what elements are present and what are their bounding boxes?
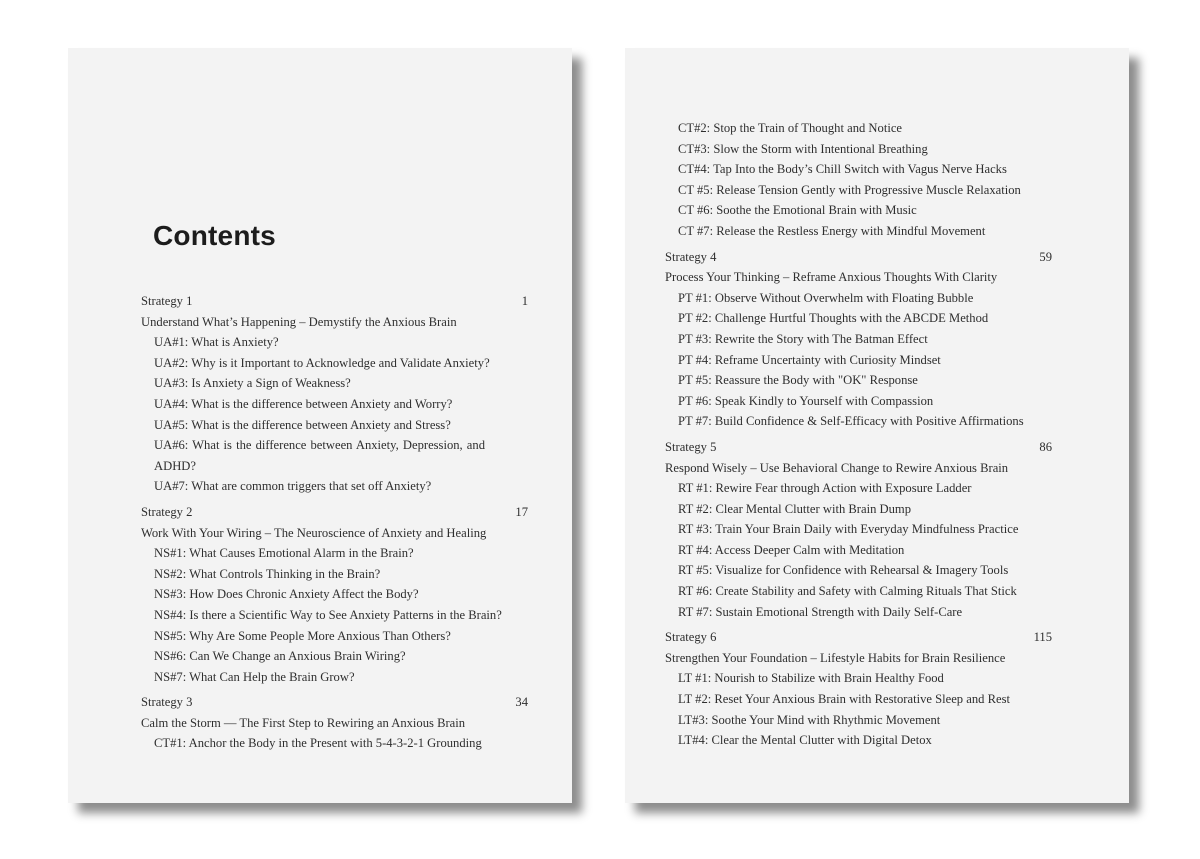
page-title: Contents bbox=[153, 220, 276, 251]
toc-sub-entry[interactable]: UA#7: What are common triggers that set off Anxiety? bbox=[154, 479, 432, 494]
toc-chapter-heading[interactable]: Work With Your Wiring – The Neuroscience of Anxiety and Healing bbox=[141, 525, 487, 540]
toc-sub-entry[interactable]: LT #1: Nourish to Stabilize with Brain Healthy Food bbox=[678, 671, 944, 686]
toc-sub-entry[interactable]: CT #7: Release the Restless Energy with Mindful Movement bbox=[678, 223, 986, 238]
toc-chapter-heading[interactable]: Strengthen Your Foundation – Lifestyle Habits for Brain Resilience bbox=[665, 650, 1006, 665]
toc-sub-entry[interactable]: LT#4: Clear the Mental Clutter with Digital Detox bbox=[678, 733, 932, 748]
toc-sub-entry[interactable]: PT #3: Rewrite the Story with The Batman Effect bbox=[678, 331, 928, 346]
toc-sub-entry[interactable]: UA#3: Is Anxiety a Sign of Weakness? bbox=[154, 376, 351, 391]
toc-sub-entry[interactable]: RT #7: Sustain Emotional Strength with Daily Self-Care bbox=[678, 604, 963, 619]
toc-sub-entry[interactable]: CT #6: Soothe the Emotional Brain with Music bbox=[678, 203, 917, 218]
strategy-label: Strategy 4 bbox=[665, 249, 717, 264]
toc-sub-entry[interactable]: LT #2: Reset Your Anxious Brain with Restorative Sleep and Rest bbox=[678, 692, 1010, 707]
toc-strategy-entry[interactable] bbox=[665, 437, 1052, 458]
toc-strategy-entry[interactable] bbox=[141, 502, 528, 523]
toc-strategy-entry[interactable] bbox=[665, 627, 1052, 648]
toc-sub-entry[interactable]: UA#6: What is the difference between Anxiety, Depression, and ADHD? bbox=[154, 438, 485, 473]
toc-sub-entry[interactable]: PT #4: Reframe Uncertainty with Curiosity Mindset bbox=[678, 352, 941, 367]
strategy-label: Strategy 3 bbox=[141, 695, 193, 710]
toc-sub-entry[interactable]: RT #4: Access Deeper Calm with Meditation bbox=[678, 542, 905, 557]
contents-page-right bbox=[625, 48, 1129, 803]
page-number: 115 bbox=[1033, 630, 1052, 645]
toc-sub-entry[interactable]: RT #6: Create Stability and Safety with Calming Rituals That Stick bbox=[678, 584, 1017, 599]
toc-sub-entry[interactable]: CT #5: Release Tension Gently with Progressive Muscle Relaxation bbox=[678, 182, 1021, 197]
toc-strategy-entry[interactable] bbox=[665, 247, 1052, 268]
page-number: 1 bbox=[521, 294, 528, 308]
toc-sub-entry[interactable]: RT #2: Clear Mental Clutter with Brain Dump bbox=[678, 501, 912, 516]
toc-strategy-entry[interactable] bbox=[141, 291, 528, 312]
toc-sub-entry[interactable]: NS#2: What Controls Thinking in the Brain? bbox=[154, 566, 381, 581]
strategy-label: Strategy 2 bbox=[141, 504, 193, 519]
toc-sub-entry[interactable]: NS#6: Can We Change an Anxious Brain Wiring? bbox=[154, 649, 406, 664]
table-of-contents bbox=[141, 291, 528, 754]
toc-sub-entry[interactable]: LT#3: Soothe Your Mind with Rhythmic Movement bbox=[678, 712, 941, 727]
strategy-label: Strategy 1 bbox=[141, 294, 193, 308]
toc-chapter-heading[interactable]: Understand What’s Happening – Demystify the Anxious Brain bbox=[141, 314, 457, 329]
toc-sub-entry[interactable]: RT #1: Rewire Fear through Action with Exposure Ladder bbox=[678, 481, 972, 496]
toc-sub-entry[interactable]: UA#2: Why is it Important to Acknowledge and Validate Anxiety? bbox=[154, 355, 490, 370]
toc-sub-entry[interactable]: NS#3: How Does Chronic Anxiety Affect the Body? bbox=[154, 587, 419, 602]
toc-chapter-heading[interactable]: Respond Wisely – Use Behavioral Change to Rewire Anxious Brain bbox=[665, 460, 1009, 475]
page-number: 34 bbox=[515, 695, 528, 710]
toc-sub-entry[interactable]: UA#4: What is the difference between Anxiety and Worry? bbox=[154, 396, 453, 411]
contents-page-left bbox=[68, 48, 572, 803]
toc-sub-entry[interactable]: PT #2: Challenge Hurtful Thoughts with the ABCDE Method bbox=[678, 311, 989, 326]
page-number: 86 bbox=[1039, 439, 1052, 454]
toc-chapter-heading[interactable]: Process Your Thinking – Reframe Anxious Thoughts With Clarity bbox=[665, 270, 998, 285]
toc-sub-entry[interactable]: NS#7: What Can Help the Brain Grow? bbox=[154, 669, 355, 684]
toc-sub-entry[interactable]: CT#1: Anchor the Body in the Present with 5-4-3-2-1 Grounding bbox=[154, 736, 482, 751]
toc-sub-entry[interactable]: PT #6: Speak Kindly to Yourself with Compassion bbox=[678, 393, 934, 408]
toc-sub-entry[interactable]: CT#4: Tap Into the Body’s Chill Switch with Vagus Nerve Hacks bbox=[678, 162, 1007, 177]
toc-sub-entry[interactable]: NS#4: Is there a Scientific Way to See Anxiety Patterns in the Brain? bbox=[154, 607, 502, 622]
strategy-label: Strategy 6 bbox=[665, 630, 717, 645]
toc-sub-entry[interactable]: PT #7: Build Confidence & Self-Efficacy with Positive Affirmations bbox=[678, 414, 1024, 429]
strategy-label: Strategy 5 bbox=[665, 439, 717, 454]
toc-sub-entry[interactable]: RT #5: Visualize for Confidence with Rehearsal & Imagery Tools bbox=[678, 563, 1009, 578]
toc-chapter-heading[interactable]: Calm the Storm — The First Step to Rewiring an Anxious Brain bbox=[141, 715, 466, 730]
toc-sub-entry[interactable]: CT#2: Stop the Train of Thought and Notice bbox=[678, 121, 902, 135]
toc-sub-entry[interactable]: PT #5: Reassure the Body with "OK" Response bbox=[678, 373, 918, 388]
toc-sub-entry[interactable]: NS#5: Why Are Some People More Anxious Than Others? bbox=[154, 628, 451, 643]
toc-sub-entry[interactable]: UA#1: What is Anxiety? bbox=[154, 335, 279, 350]
toc-sub-entry[interactable]: UA#5: What is the difference between Anxiety and Stress? bbox=[154, 417, 451, 432]
page-number: 17 bbox=[515, 504, 528, 519]
toc-sub-entry[interactable]: NS#1: What Causes Emotional Alarm in the Brain? bbox=[154, 546, 414, 561]
toc-sub-entry[interactable]: PT #1: Observe Without Overwhelm with Floating Bubble bbox=[678, 290, 974, 305]
toc-sub-entry[interactable]: CT#3: Slow the Storm with Intentional Breathing bbox=[678, 141, 928, 156]
toc-strategy-entry[interactable] bbox=[141, 692, 528, 713]
table-of-contents-continued bbox=[665, 118, 1052, 751]
toc-sub-entry[interactable]: RT #3: Train Your Brain Daily with Everyday Mindfulness Practice bbox=[678, 522, 1019, 537]
page-number: 59 bbox=[1039, 249, 1052, 264]
